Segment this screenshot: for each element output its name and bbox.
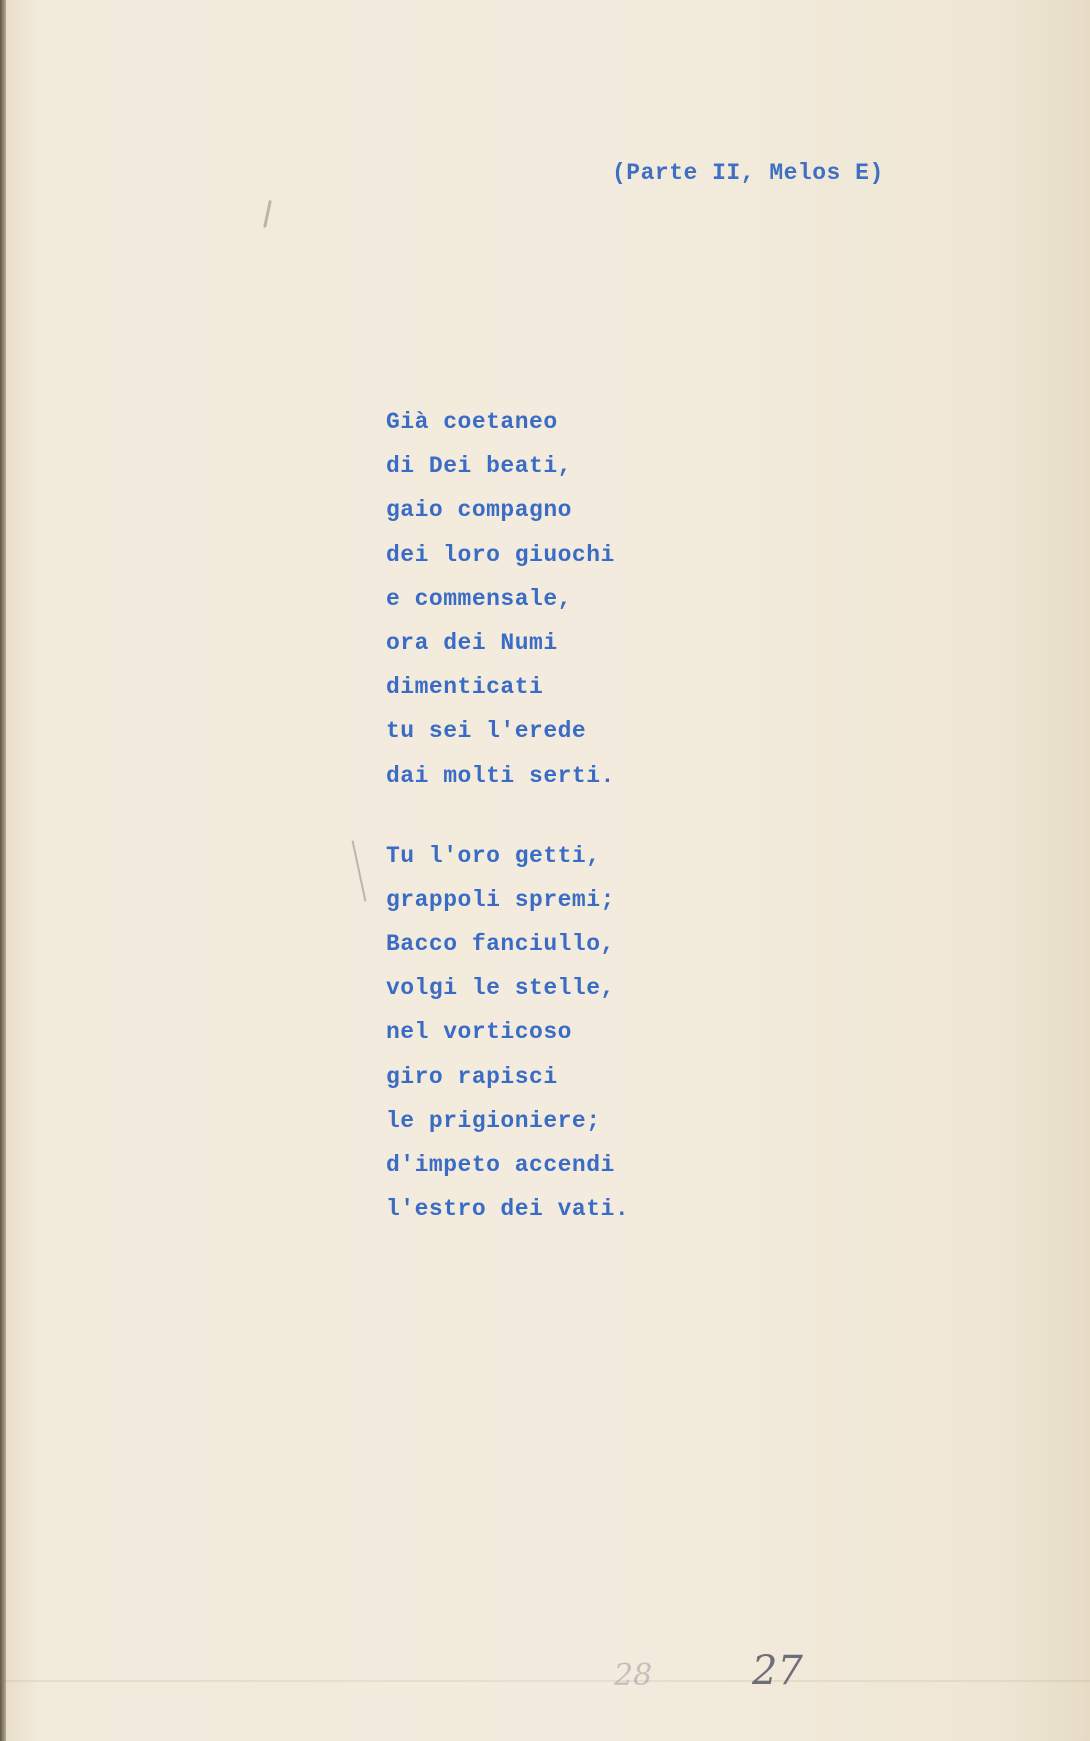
poem-line: d'impeto accendi	[386, 1152, 615, 1178]
paper-fold	[0, 1680, 1090, 1682]
poem-line: le prigioniere;	[386, 1107, 601, 1134]
stanza-2	[386, 834, 629, 1232]
poem-line: Già coetaneo	[386, 409, 558, 435]
faint-page-number: 28	[614, 1658, 653, 1693]
poem-line: dei loro giuochi	[386, 541, 615, 568]
poem-line: ora dei Numi	[386, 629, 558, 656]
poem-line: tu sei l'erede	[386, 718, 587, 745]
poem-line: Tu l'oro getti,	[386, 842, 601, 869]
poem-line: giro rapisci	[386, 1063, 558, 1090]
poem-line: nel vorticoso	[386, 1019, 572, 1046]
poem-line: dai molti serti.	[386, 762, 615, 789]
section-heading: (Parte II, Melos E)	[612, 160, 884, 186]
poem-line: l'estro dei vati.	[386, 1196, 630, 1223]
poem-text	[386, 400, 629, 1231]
poem-line: e commensale,	[386, 585, 572, 612]
pencil-mark	[263, 200, 272, 228]
poem-line: Bacco fanciullo,	[386, 931, 615, 958]
poem-line: grappoli spremi;	[386, 886, 615, 913]
poem-line: di Dei beati,	[386, 453, 572, 480]
page-number: 27	[752, 1648, 803, 1694]
poem-line: gaio compagno	[386, 497, 572, 524]
poem-line: dimenticati	[386, 674, 544, 701]
poem-line: volgi le stelle,	[386, 975, 615, 1002]
stanza-1	[386, 400, 629, 798]
margin-pencil-line	[352, 840, 367, 901]
page-edge	[0, 0, 6, 1741]
